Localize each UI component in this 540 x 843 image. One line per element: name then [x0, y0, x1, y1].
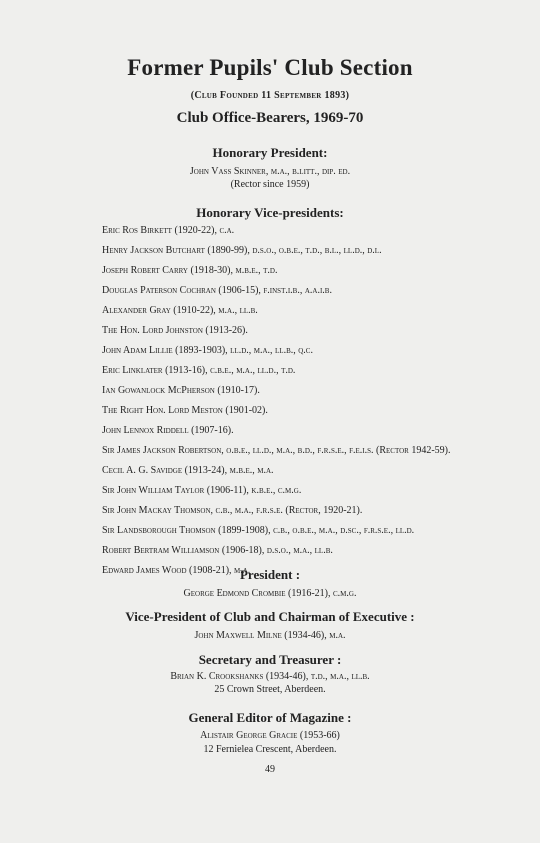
list-item: Cecil A. G. Savidge (1913-24), m.b.e., m.a. — [102, 465, 274, 476]
list-item: Sir John Mackay Thomson, c.b., m.a., f.r.s.e. (Rector, 1920-21). — [102, 505, 363, 516]
list-item: Edward James Wood (1908-21), m.a. — [102, 565, 251, 576]
list-item: The Right Hon. Lord Meston (1901-02). — [102, 405, 268, 416]
secretary-heading: Secretary and Treasurer : — [198, 652, 342, 667]
honorary-vice-presidents-heading: Honorary Vice-presidents: — [196, 205, 344, 220]
list-item: The Hon. Lord Johnston (1913-26). — [102, 325, 248, 336]
page-title: Former Pupils' Club Section — [127, 55, 413, 80]
vice-presidents-list — [102, 225, 452, 585]
list-item: Sir James Jackson Robertson, o.b.e., ll.d., m.a., b.d., f.r.s.e., f.e.i.s. (Rector 1942-59). — [102, 445, 451, 456]
editor-heading: General Editor of Magazine : — [188, 710, 352, 725]
list-item: John Lennox Riddell (1907-16). — [102, 425, 234, 436]
founded-note: (Club Founded 11 September 1893) — [190, 90, 350, 101]
honorary-president-note: (Rector since 1959) — [230, 179, 310, 190]
list-item: Sir John William Taylor (1906-11), k.b.e., c.m.g. — [102, 485, 302, 496]
list-item: Henry Jackson Butchart (1890-99), d.s.o., o.b.e., t.d., b.l., ll.d., d.l. — [102, 245, 382, 256]
vice-president-heading: Vice-President of Club and Chairman of Executive : — [125, 609, 415, 624]
honorary-president-name: John Vass Skinner, m.a., b.litt., dip. ed. — [189, 166, 351, 177]
list-item: Douglas Paterson Cochran (1906-15), f.inst.i.b., a.a.i.b. — [102, 285, 332, 296]
list-item: Joseph Robert Carry (1918-30), m.b.e., t.d. — [102, 265, 278, 276]
list-item: John Adam Lillie (1893-1903), ll.d., m.a., ll.b., q.c. — [102, 345, 313, 356]
editor-name: Alistair George Gracie (1953-66) — [200, 730, 340, 741]
president-name: George Edmond Crombie (1916-21), c.m.g. — [183, 588, 357, 599]
honorary-president-heading: Honorary President: — [212, 145, 328, 160]
editor-address: 12 Fernielea Crescent, Aberdeen. — [203, 744, 337, 755]
secretary-address: 25 Crown Street, Aberdeen. — [214, 684, 326, 695]
president-heading: President : — [239, 567, 301, 582]
list-item: Ian Gowanlock McPherson (1910-17). — [102, 385, 260, 396]
list-item: Eric Linklater (1913-16), c.b.e., m.a., ll.d., t.d. — [102, 365, 296, 376]
office-bearers-heading: Club Office-Bearers, 1969-70 — [176, 110, 364, 126]
list-item: Robert Bertram Williamson (1906-18), d.s.o., m.a., ll.b. — [102, 545, 333, 556]
page-number: 49 — [265, 764, 275, 775]
secretary-name: Brian K. Crookshanks (1934-46), t.d., m.a., ll.b. — [170, 671, 370, 682]
list-item: Alexander Gray (1910-22), m.a., ll.b. — [102, 305, 258, 316]
list-item: Eric Ros Birkett (1920-22), c.a. — [102, 225, 235, 236]
vice-president-name: John Maxwell Milne (1934-46), m.a. — [194, 630, 346, 641]
list-item: Sir Landsborough Thomson (1899-1908), c.b., o.b.e., m.a., d.sc., f.r.s.e., ll.d. — [102, 525, 415, 536]
